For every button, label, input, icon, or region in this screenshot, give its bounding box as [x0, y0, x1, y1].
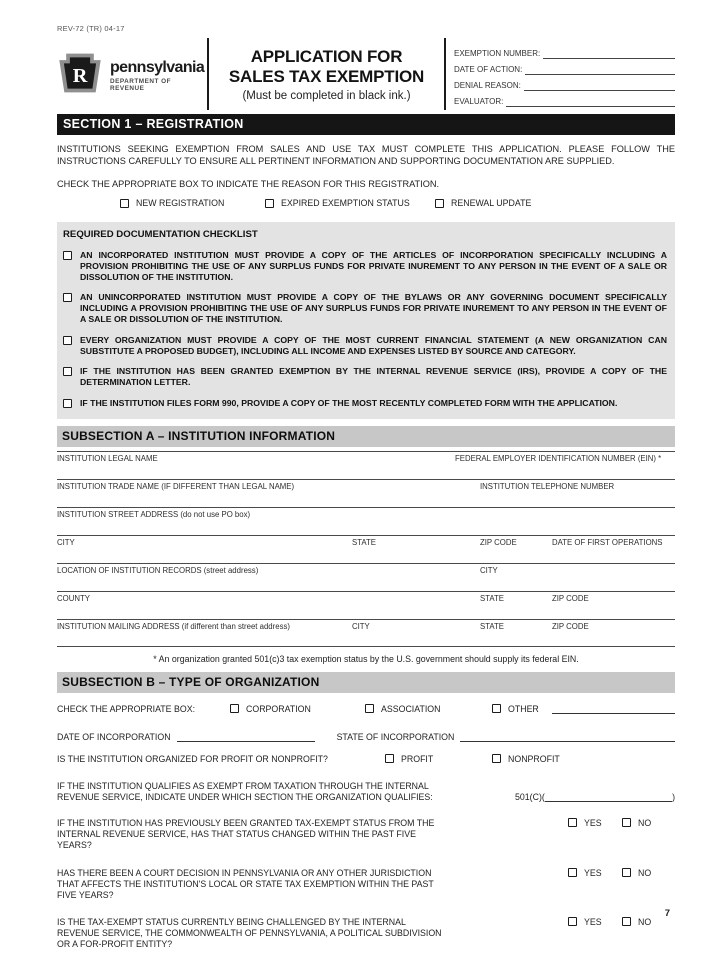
form-header [57, 38, 675, 110]
field-label: CITY [352, 621, 370, 631]
option-nonprofit [492, 754, 560, 764]
question-status-changed [57, 818, 675, 851]
option-renewal-update [435, 198, 531, 208]
section1-intro-text: INSTITUTIONS SEEKING EXEMPTION FROM SALES AND USE TAX MUST COMPLETE THIS APPLICATION. PLEASE FOLLOW THE INSTRUCTIONS CAREFULLY TO ENSURE ALL PERTINENT INFORMATION AND SUPPORTING DOCUMENTATION ARE SUPPLIED. [57, 144, 675, 166]
form-title-line2: SALES TAX EXEMPTION [228, 67, 425, 86]
denial-reason-label: DENIAL REASON: [454, 81, 521, 90]
new-registration-label: NEW REGISTRATION [136, 198, 225, 208]
field-county[interactable] [57, 592, 480, 619]
incorporation-row [57, 729, 675, 742]
field-mailing-city[interactable] [352, 620, 480, 646]
section1-heading: SECTION 1 – REGISTRATION [57, 114, 675, 135]
form-title-note: (Must be completed in black ink.) [242, 90, 411, 102]
institution-information-grid [57, 451, 675, 647]
exemption-number-field [454, 43, 675, 59]
field-label: ZIP CODE [552, 593, 589, 603]
page-number: 7 [664, 908, 670, 919]
field-city[interactable] [57, 536, 352, 563]
logo-text [110, 59, 207, 92]
irs-section-qualifies-row [57, 781, 675, 803]
official-use-fields [446, 38, 675, 110]
checklist-item [63, 398, 667, 409]
pa-revenue-logo [57, 38, 207, 110]
field-institution-street-address[interactable] [57, 508, 675, 535]
checklist-heading: REQUIRED DOCUMENTATION CHECKLIST [63, 229, 258, 240]
form-title-line1: APPLICATION FOR [250, 47, 403, 66]
section-501c-entry [515, 792, 675, 803]
evaluator-field [454, 91, 675, 107]
field-records-location[interactable] [57, 564, 480, 591]
form-title-block [207, 38, 446, 110]
date-of-incorporation-label: DATE OF INCORPORATION [57, 731, 171, 742]
question-court-decision [57, 868, 675, 901]
org-type-row [57, 704, 675, 718]
grid-row [57, 619, 675, 647]
grid-row [57, 563, 675, 591]
field-label: LOCATION OF INSTITUTION RECORDS (street address) [57, 565, 259, 575]
yes-label: YES [584, 916, 602, 927]
field-institution-telephone[interactable] [480, 480, 675, 507]
checklist-item-2-text: AN UNINCORPORATED INSTITUTION MUST PROVIDE A COPY OF THE BYLAWS OR ANY GOVERNING DOCUMENT SPECIFICALLY INCLUDING A PROVISION PROHIBITING THE USE OF ANY SURPLUS FUNDS FOR PRIVATE INUREMENT TO ANY PERSON IN THE EVENT OF A SALE OR DISSOLUTION OF THE INSTITUTION. [80, 292, 667, 324]
svg-text:R: R [72, 64, 88, 87]
checklist-item [63, 366, 667, 388]
field-label: INSTITUTION LEGAL NAME [57, 453, 158, 463]
subsection-b-heading: SUBSECTION B – TYPE OF ORGANIZATION [57, 672, 675, 693]
question-1-no [622, 818, 651, 828]
field-label: ZIP CODE [480, 537, 517, 547]
field-label: STATE [480, 593, 504, 603]
subsection-a-heading: SUBSECTION A – INSTITUTION INFORMATION [57, 426, 675, 447]
denial-reason-line[interactable] [524, 80, 675, 91]
field-label: COUNTY [57, 593, 90, 603]
section-501c-prefix: 501(C)( [515, 791, 545, 802]
field-mailing-state[interactable] [480, 620, 552, 646]
form-number: REV-72 (TR) 04-17 [57, 24, 125, 33]
nonprofit-label: NONPROFIT [508, 753, 560, 764]
pa-keystone-logo-icon [57, 50, 103, 101]
checkbox-nonprofit[interactable] [492, 754, 501, 763]
grid-row [57, 591, 675, 619]
exemption-number-line[interactable] [543, 48, 675, 59]
logo-brand-name: pennsylvania [110, 58, 205, 76]
corporation-label: CORPORATION [246, 703, 311, 714]
checklist-item [63, 335, 667, 357]
state-of-incorporation-label: STATE OF INCORPORATION [336, 731, 455, 742]
field-label: INSTITUTION MAILING ADDRESS (if different than street address) [57, 621, 290, 631]
checkbox-checklist-3[interactable] [63, 336, 72, 345]
q3-yes-checkbox[interactable] [568, 917, 577, 926]
question-3-yes [568, 917, 602, 927]
question-2-yes [568, 868, 602, 878]
required-documentation-checklist [57, 222, 675, 419]
question-1-yes [568, 818, 602, 828]
field-label: DATE OF FIRST OPERATIONS [552, 537, 663, 547]
checklist-item-1-text: AN INCORPORATED INSTITUTION MUST PROVIDE A COPY OF THE ARTICLES OF INCORPORATION SPECIFICALLY INCLUDING A PROVISION PROHIBITING THE USE OF ANY SURPLUS FUNDS FOR PRIVATE INUREMENT TO ANY PERSON IN THE EVENT OF A SALE OR DISSOLUTION OF THE INSTITUTION. [80, 250, 667, 282]
state-of-incorporation-line[interactable] [460, 732, 675, 742]
evaluator-line[interactable] [506, 96, 675, 107]
field-state[interactable] [352, 536, 480, 563]
checkbox-new-registration[interactable] [120, 199, 129, 208]
section-501c-line[interactable] [545, 792, 672, 802]
field-label: CITY [57, 537, 75, 547]
profit-nonprofit-row [57, 754, 675, 768]
question-3-text: IS THE TAX-EXEMPT STATUS CURRENTLY BEING CHALLENGED BY THE INTERNAL REVENUE SERVICE, THE COMMONWEALTH OF PENNSYLVANIA, A POLITICAL SUBDIVISION OR A FOR-PROFIT ENTITY? [57, 916, 442, 949]
checkbox-renewal-update[interactable] [435, 199, 444, 208]
field-mailing-address[interactable] [57, 620, 352, 646]
yes-label: YES [584, 817, 602, 828]
q1-yes-checkbox[interactable] [568, 818, 577, 827]
registration-reason-options [57, 198, 675, 212]
field-institution-legal-name[interactable] [57, 452, 455, 479]
option-corporation [230, 704, 311, 714]
association-label: ASSOCIATION [381, 703, 441, 714]
field-label: ZIP CODE [552, 621, 589, 631]
logo-dept-name: DEPARTMENT OF REVENUE [110, 77, 172, 92]
field-label: INSTITUTION TELEPHONE NUMBER [480, 481, 615, 491]
date-of-action-label: DATE OF ACTION: [454, 65, 523, 74]
checklist-item-5-text: IF THE INSTITUTION FILES FORM 990, PROVIDE A COPY OF THE MOST RECENTLY COMPLETED FORM WITH THE APPLICATION. [80, 397, 618, 408]
field-label: INSTITUTION TRADE NAME (IF DIFFERENT THAN LEGAL NAME) [57, 481, 295, 491]
checkbox-other[interactable] [492, 704, 501, 713]
field-records-state[interactable] [480, 592, 552, 619]
field-federal-ein[interactable] [455, 452, 675, 479]
date-of-action-line[interactable] [525, 64, 675, 75]
field-label: STATE [352, 537, 376, 547]
checkbox-checklist-5[interactable] [63, 399, 72, 408]
question-1-text: IF THE INSTITUTION HAS PREVIOUSLY BEEN GRANTED TAX-EXEMPT STATUS FROM THE INTERNAL REVENUE SERVICE, HAS THAT STATUS CHANGED WITHIN THE PAST FIVE YEARS? [57, 817, 435, 850]
q2-no-checkbox[interactable] [622, 868, 631, 877]
field-label: INSTITUTION STREET ADDRESS (do not use PO box) [57, 509, 251, 519]
other-label: OTHER [508, 703, 539, 714]
grid-row [57, 451, 675, 479]
checklist-item-4-text: IF THE INSTITUTION HAS BEEN GRANTED EXEMPTION BY THE INTERNAL REVENUE SERVICE (IRS), PROVIDE A COPY OF THE DETERMINATION LETTER. [80, 366, 667, 388]
renewal-update-label: RENEWAL UPDATE [451, 198, 532, 208]
reason-check-instruction: CHECK THE APPROPRIATE BOX TO INDICATE THE REASON FOR THIS REGISTRATION. [57, 179, 440, 189]
checkbox-corporation[interactable] [230, 704, 239, 713]
option-profit [385, 754, 433, 764]
exemption-number-label: EXEMPTION NUMBER: [454, 49, 541, 58]
field-records-city[interactable] [480, 564, 675, 591]
section-501c-suffix: ) [672, 791, 675, 802]
checkbox-checklist-1[interactable] [63, 251, 72, 260]
no-label: NO [638, 916, 652, 927]
field-mailing-zip[interactable] [552, 620, 675, 646]
yes-label: YES [584, 867, 602, 878]
option-other [492, 704, 675, 714]
q3-no-checkbox[interactable] [622, 917, 631, 926]
option-new-registration [120, 198, 224, 208]
profit-question-text: IS THE INSTITUTION ORGANIZED FOR PROFIT OR NONPROFIT? [57, 753, 328, 764]
org-type-instruction: CHECK THE APPROPRIATE BOX: [57, 703, 196, 714]
q2-yes-checkbox[interactable] [568, 868, 577, 877]
field-institution-trade-name[interactable] [57, 480, 480, 507]
evaluator-label: EVALUATOR: [454, 97, 504, 106]
option-association [365, 704, 440, 714]
field-records-zip[interactable] [552, 592, 675, 619]
grid-row [57, 535, 675, 563]
checkbox-expired-exemption-status[interactable] [265, 199, 274, 208]
checkbox-association[interactable] [365, 704, 374, 713]
checkbox-checklist-2[interactable] [63, 293, 72, 302]
field-label: STATE [480, 621, 504, 631]
date-of-action-field [454, 59, 675, 75]
field-date-of-first-operations[interactable] [552, 536, 675, 563]
grid-row [57, 479, 675, 507]
checklist-item-3-text: EVERY ORGANIZATION MUST PROVIDE A COPY OF THE MOST CURRENT FINANCIAL STATEMENT (A NEW ORGANIZATION CAN SUBSTITUTE A PROPOSED BUDGET), INCLUDING ALL INCOME AND EXPENSES LISTED BY SOURCE AND CATEGORY. [80, 334, 667, 356]
option-expired-exemption-status [265, 198, 410, 208]
profit-label: PROFIT [401, 753, 434, 764]
no-label: NO [638, 867, 652, 878]
checklist-item [63, 250, 667, 282]
question-status-challenged [57, 917, 675, 950]
qualifies-question-text: IF THE INSTITUTION QUALIFIES AS EXEMPT FROM TAXATION THROUGH THE INTERNAL REVENUE SERVICE, INDICATE UNDER WHICH SECTION THE ORGANIZATION QUALIFIES: [57, 780, 433, 802]
question-3-no [622, 917, 651, 927]
checkbox-checklist-4[interactable] [63, 367, 72, 376]
denial-reason-field [454, 75, 675, 91]
date-of-incorporation-line[interactable] [177, 732, 315, 742]
field-label: CITY [480, 565, 498, 575]
field-zip-code[interactable] [480, 536, 552, 563]
expired-exemption-status-label: EXPIRED EXEMPTION STATUS [281, 198, 410, 208]
question-2-text: HAS THERE BEEN A COURT DECISION IN PENNSYLVANIA OR ANY OTHER JURISDICTION THAT AFFECTS THE INSTITUTION'S LOCAL OR STATE TAX EXEMPTION WITHIN THE PAST FIVE YEARS? [57, 867, 434, 900]
field-label: FEDERAL EMPLOYER IDENTIFICATION NUMBER (EIN) * [455, 453, 662, 463]
no-label: NO [638, 817, 652, 828]
ein-footnote: * An organization granted 501(c)3 tax exemption status by the U.S. government should supply its federal EIN. [153, 653, 579, 664]
q1-no-checkbox[interactable] [622, 818, 631, 827]
checkbox-profit[interactable] [385, 754, 394, 763]
other-write-in-line[interactable] [552, 704, 675, 714]
checklist-item [63, 292, 667, 324]
question-2-no [622, 868, 651, 878]
grid-row [57, 507, 675, 535]
